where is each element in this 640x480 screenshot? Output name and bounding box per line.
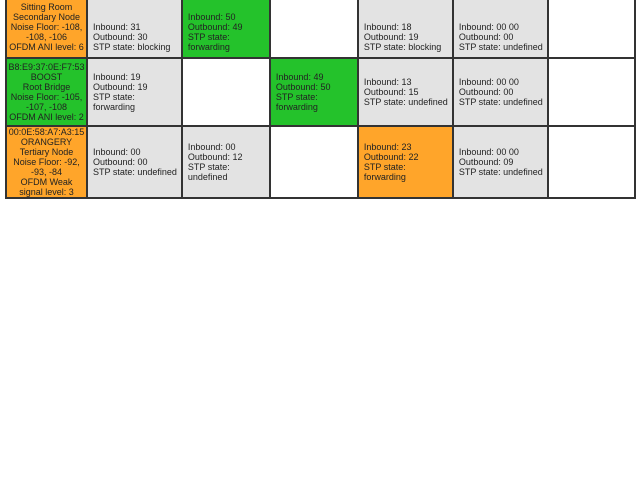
link-inbound: Inbound: 13 <box>363 77 412 87</box>
node-cell-orangery <box>6 126 87 198</box>
link-cell <box>453 58 548 126</box>
link-inbound: Inbound: 31 <box>93 22 141 32</box>
node-ani: OFDM ANI level: 6 <box>9 42 84 52</box>
empty-cell <box>548 0 635 58</box>
link-stp: STP state: undefined <box>93 167 177 177</box>
mesh-link-table <box>5 0 636 199</box>
link-stp: STP state: blocking <box>363 42 442 52</box>
link-stp: STP state: <box>93 92 135 102</box>
link-cell <box>182 126 270 198</box>
empty-cell <box>182 58 270 126</box>
link-cell <box>358 126 453 198</box>
link-outbound: Outbound: 49 <box>187 22 243 32</box>
empty-cell <box>270 126 358 198</box>
node-ani: OFDM ANI level: 2 <box>9 112 84 122</box>
node-mac: 00:0E:58:A7:A3:15 <box>8 127 85 137</box>
link-stp: STP state: blocking <box>93 42 171 52</box>
link-outbound: Outbound: 30 <box>93 32 148 42</box>
link-cell <box>358 0 453 58</box>
link-outbound: Outbound: 19 <box>363 32 419 42</box>
node-name: BOOST <box>30 72 63 82</box>
table-row <box>6 0 635 58</box>
node-noise: Noise Floor: -105, <box>10 92 83 102</box>
link-stp: STP state: undefined <box>363 97 448 107</box>
link-inbound: Inbound: 00 00 <box>458 147 519 157</box>
node-noise-cont: -108, -106 <box>25 32 68 42</box>
link-stp: STP state: <box>187 162 230 172</box>
link-outbound: Outbound: 22 <box>363 152 419 162</box>
node-cell-boost <box>6 58 87 126</box>
link-stp: STP state: <box>363 162 406 172</box>
link-inbound: Inbound: 50 <box>187 12 236 22</box>
link-cell <box>358 58 453 126</box>
link-stp-cont: undefined <box>187 172 228 182</box>
link-outbound: Outbound: 19 <box>93 82 148 92</box>
link-stp-cont: forwarding <box>275 102 318 112</box>
link-outbound: Outbound: 09 <box>458 157 514 167</box>
node-noise-cont: -93, -84 <box>30 167 63 177</box>
link-stp-cont: forwarding <box>363 172 406 182</box>
link-stp: STP state: <box>187 32 230 42</box>
link-inbound: Inbound: 19 <box>93 72 141 82</box>
link-cell <box>87 126 182 198</box>
link-inbound: Inbound: 49 <box>275 72 324 82</box>
link-stp: STP state: undefined <box>458 97 543 107</box>
link-outbound: Outbound: 12 <box>187 152 243 162</box>
node-noise: Noise Floor: -92, <box>13 157 80 167</box>
link-outbound: Outbound: 00 <box>458 87 514 97</box>
node-noise-cont: -107, -108 <box>25 102 68 112</box>
node-cell-sitting-room <box>6 0 87 58</box>
link-stp: STP state: undefined <box>458 167 543 177</box>
link-stp-cont: forwarding <box>93 102 136 112</box>
link-outbound: Outbound: 00 <box>458 32 514 42</box>
node-mac: B8:E9:37:0E:F7:53 <box>8 62 85 72</box>
table-row <box>6 58 635 126</box>
link-cell <box>453 126 548 198</box>
link-cell <box>87 0 182 58</box>
node-ani: OFDM Weak <box>20 177 73 187</box>
link-inbound: Inbound: 18 <box>363 22 412 32</box>
table-row <box>6 126 635 198</box>
link-stp-cont: forwarding <box>187 42 230 52</box>
link-inbound: Inbound: 23 <box>363 142 412 152</box>
link-cell <box>270 58 358 126</box>
link-inbound: Inbound: 00 <box>93 147 141 157</box>
node-name: Sitting Room <box>20 2 73 12</box>
node-role: Secondary Node <box>12 12 81 22</box>
node-ani-cont: signal level: 3 <box>19 187 74 197</box>
node-noise: Noise Floor: -108, <box>10 22 83 32</box>
empty-cell <box>548 58 635 126</box>
node-role: Tertiary Node <box>19 147 74 157</box>
link-cell <box>87 58 182 126</box>
link-stp: STP state: undefined <box>458 42 543 52</box>
link-outbound: Outbound: 15 <box>363 87 419 97</box>
node-role: Root Bridge <box>22 82 71 92</box>
link-inbound: Inbound: 00 00 <box>458 77 519 87</box>
link-inbound: Inbound: 00 <box>187 142 236 152</box>
link-stp: STP state: <box>275 92 318 102</box>
link-cell <box>182 0 270 58</box>
node-name: ORANGERY <box>20 137 73 147</box>
empty-cell <box>270 0 358 58</box>
link-inbound: Inbound: 00 00 <box>458 22 519 32</box>
link-outbound: Outbound: 50 <box>275 82 331 92</box>
empty-cell <box>548 126 635 198</box>
link-outbound: Outbound: 00 <box>93 157 148 167</box>
link-cell <box>453 0 548 58</box>
